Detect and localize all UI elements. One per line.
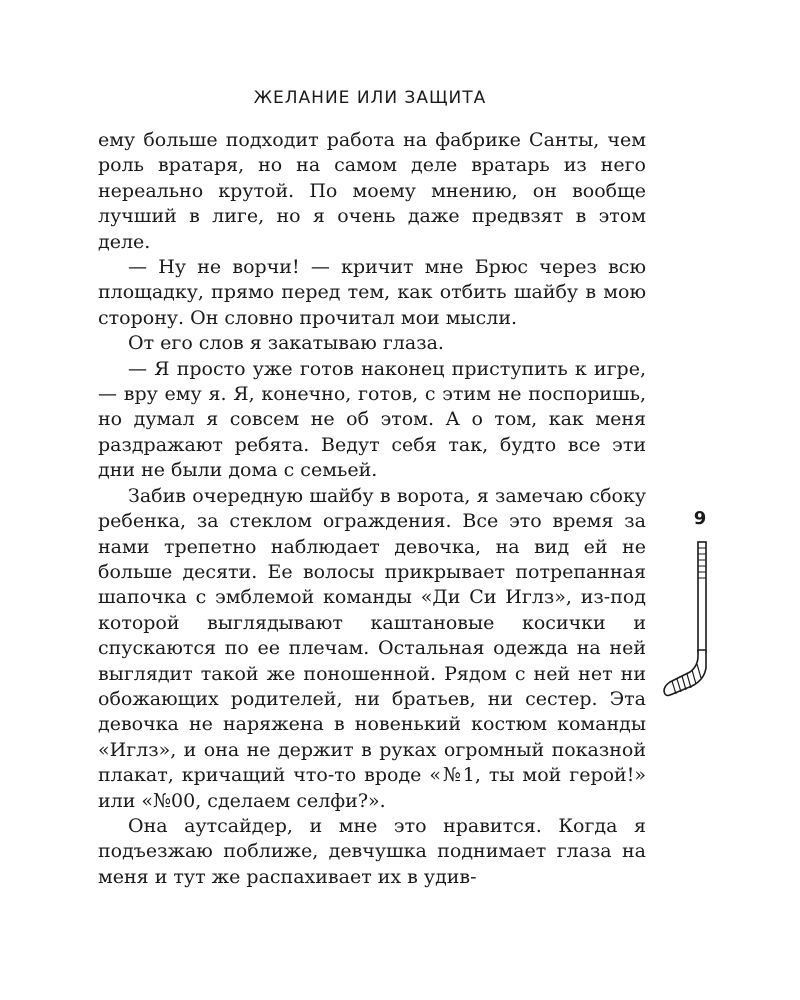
paragraph: — Ну не ворчи! — кричит мне Брюс через всю площадку, прямо перед тем, как отбить шайбу в мою сторону. Он словно прочитал мои мысли. — [98, 256, 646, 329]
paragraph: Она аутсайдер, и мне это нравится. Когда я подъезжаю поближе, девчушка поднимает глаза на меня и тут же распахивает их в удив- — [98, 814, 646, 888]
body-text — [98, 128, 646, 890]
paragraph: Забив очередную шайбу в ворота, я замечаю сбоку ребенка, за стеклом ограждения. Все это время за нами трепетно наблюдает девочка, на вид ей не больше десяти. Ее волосы прикрывает потрепанная шапочка с эмблемой команды «Ди Си Иглз», из-под которой выглядывают каштановые косички и спускаются по ее плечам. Остальная одежда на ней выглядит такой же поношенной. Рядом с ней нет ни обожающих родителей, ни братьев, ни сестер. Эта девочка не наряжена в новенький костюм команды «Иглз», и она не держит в руках огромный показной плакат, кричащий что-то вроде «№1, ты мой герой!» или «№00, сделаем селфи?». — [98, 484, 646, 812]
hockey-stick-icon — [662, 540, 722, 700]
page-number: 9 — [693, 508, 707, 529]
running-title: ЖЕЛАНИЕ ИЛИ ЗАЩИТА — [253, 88, 487, 108]
paragraph: От его слов я закатываю глаза. — [128, 332, 444, 355]
paragraph: — Я просто уже готов наконец приступить к игре, — вру ему я. Я, конечно, готов, с этим не поспоришь, но думал я совсем не об этом. А о том, как меня раздражают ребята. Ведут себя так, будто все эти дни не были дома с семьей. — [98, 357, 646, 482]
paragraph: ему больше подходит работа на фабрике Санты, чем роль вратаря, но на самом деле вратарь из него нереально крутой. По моему мнению, он вообще лучший в лиге, но я очень даже предвзят в этом деле. — [98, 129, 646, 253]
